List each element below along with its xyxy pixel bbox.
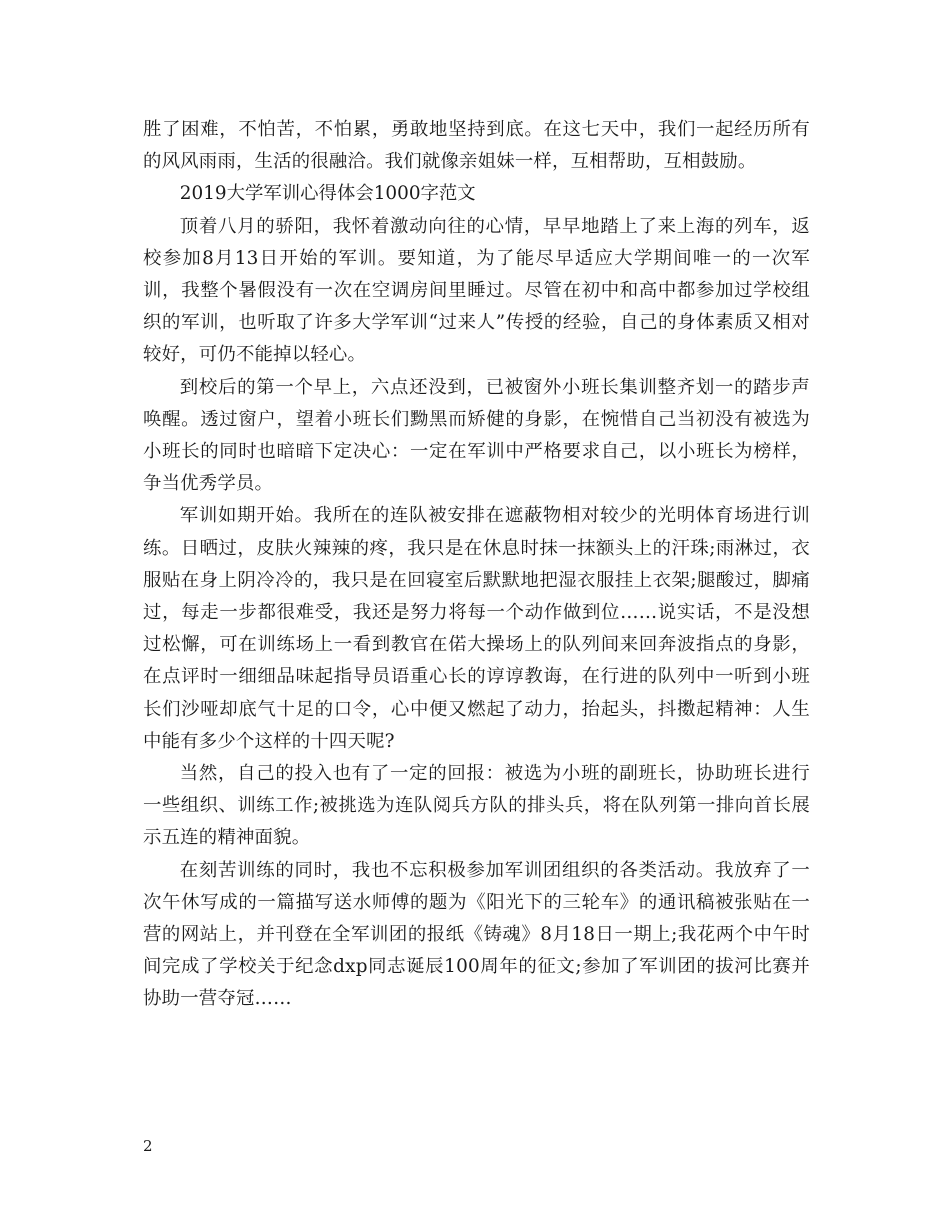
paragraph: 顶着八月的骄阳，我怀着激动向往的心情，早早地踏上了来上海的列车，返校参加8月13日开始的军训。要知道，为了能尽早适应大学期间唯一的一次军训，我整个暑假没有一次在空调房间里睡过。尽管在初中和高中都参加过学校组织的军训，也听取了许多大学军训“过来人”传授的经验，自己的身体素质又相对较好，可仍不能掉以轻心。 [143, 215, 810, 366]
paragraph: 军训如期开始。我所在的连队被安排在遮蔽物相对较少的光明体育场进行训练。日晒过，皮肤火辣辣的疼，我只是在休息时抹一抹额头上的汗珠;雨淋过，衣服贴在身上阴冷冷的，我只是在回寝室后默默地把湿衣服挂上衣架;腿酸过，脚痛过，每走一步都很难受，我还是努力将每一个动作做到位……说实话，不是没想过松懈，可在训练场上一看到教官在偌大操场上的队列间来回奔波指点的身影，在点评时一细细品味起指导员语重心长的谆谆教诲，在行进的队列中一听到小班长们沙哑却底气十足的口令，心中便又燃起了动力，抬起头，抖擞起精神：人生中能有多少个这样的十四天呢? [143, 505, 810, 752]
paragraph: 到校后的第一个早上，六点还没到，已被窗外小班长集训整齐划一的踏步声唤醒。透过窗户，望着小班长们黝黑而矫健的身影，在惋惜自己当初没有被选为小班长的同时也暗暗下定决心：一定在军训中严格要求自己，以小班长为榜样，争当优秀学员。 [143, 376, 810, 495]
paragraph-continuation: 胜了困难，不怕苦，不怕累，勇敢地坚持到底。在这七天中，我们一起经历所有的风风雨雨，生活的很融洽。我们就像亲姐妹一样，互相帮助，互相鼓励。 [143, 119, 810, 173]
paragraph: 当然，自己的投入也有了一定的回报：被选为小班的副班长，协助班长进行一些组织、训练工作;被挑选为连队阅兵方队的排头兵，将在队列第一排向首长展示五连的精神面貌。 [143, 763, 810, 849]
section-title: 2019大学军训心得体会1000字范文 [179, 183, 476, 205]
document-body [143, 114, 810, 1016]
paragraph: 在刻苦训练的同时，我也不忘积极参加军训团组织的各类活动。我放弃了一次午休写成的一篇描写送水师傅的题为《阳光下的三轮车》的通讯稿被张贴在一营的网站上，并刊登在全军训团的报纸《铸魂》8月18日一期上;我花两个中午时间完成了学校关于纪念dxp同志诞辰100周年的征文;参加了军训团的拔河比赛并协助一营夺冠…… [143, 859, 810, 1010]
page-number: 2 [143, 1137, 153, 1155]
